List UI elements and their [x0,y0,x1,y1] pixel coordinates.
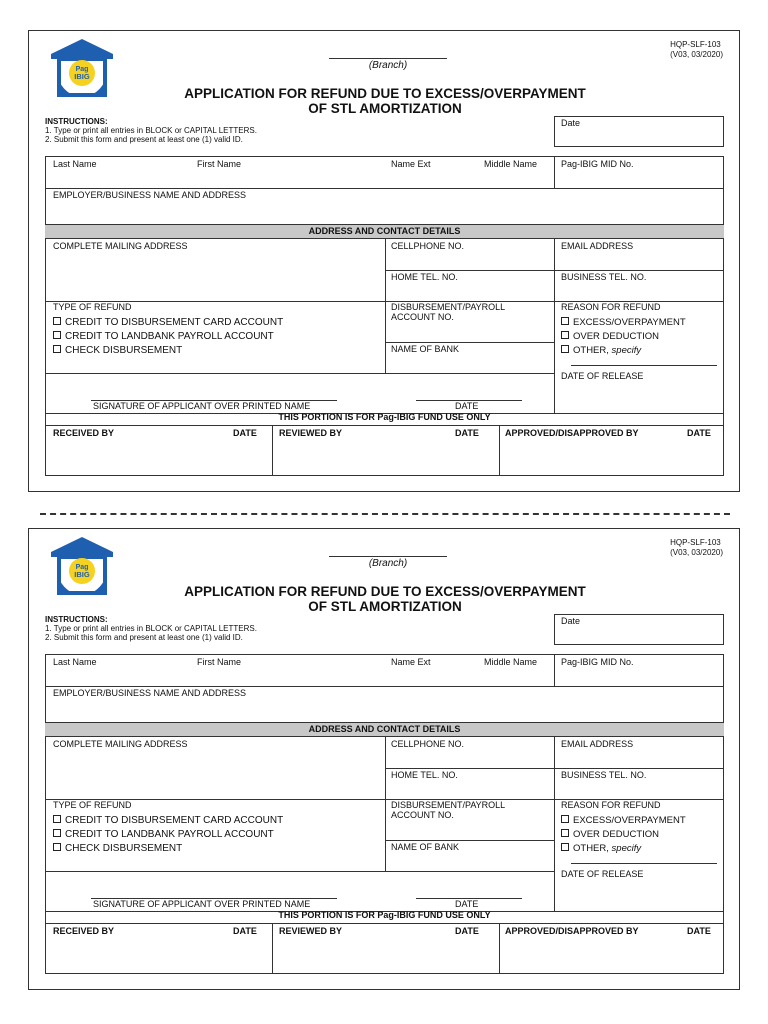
employer-label: EMPLOYER/BUSINESS NAME AND ADDRESS [53,688,247,698]
form-title: APPLICATION FOR REFUND DUE TO EXCESS/OVERPAYMENT OF STL AMORTIZATION [184,584,586,614]
checkbox[interactable] [53,331,61,339]
first-name-label: First Name [197,657,242,667]
reason-over-deduction[interactable]: OVER DEDUCTION [561,331,659,342]
form-copy-top [28,30,740,492]
checkbox[interactable] [53,317,61,325]
checkbox[interactable] [53,843,61,851]
signature-date-label: DATE [455,899,479,909]
type-of-refund-label: TYPE OF REFUND [53,302,132,312]
received-date-label: DATE [233,926,257,936]
date-of-release-label: DATE OF RELEASE [561,371,644,381]
date-field[interactable]: Date [554,614,724,645]
last-name-label: Last Name [53,159,97,169]
reason-for-refund-label: REASON FOR REFUND [561,302,661,312]
reviewed-by-label: REVIEWED BY [279,926,343,936]
address-section-header: ADDRESS AND CONTACT DETAILS [45,224,724,239]
approved-by-label: APPROVED/DISAPPROVED BY [505,926,639,936]
mid-no-label: Pag-IBIG MID No. [561,657,634,667]
name-ext-label: Name Ext [391,657,431,667]
form-code: HQP-SLF-103 (V03, 03/2020) [670,40,723,59]
checkbox[interactable] [561,843,569,851]
disbursement-account-label: DISBURSEMENT/PAYROLL ACCOUNT NO. [391,302,506,322]
reason-excess[interactable]: EXCESS/OVERPAYMENT [561,317,686,328]
business-tel-label: BUSINESS TEL. NO. [561,272,647,282]
name-ext-label: Name Ext [391,159,431,169]
branch-label: (Branch) [368,558,408,569]
checkbox[interactable] [53,829,61,837]
checkbox[interactable] [53,345,61,353]
approved-by-label: APPROVED/DISAPPROVED BY [505,428,639,438]
email-label: EMAIL ADDRESS [561,739,634,749]
reason-other[interactable]: OTHER, specify [561,345,641,356]
form-code: HQP-SLF-103 (V03, 03/2020) [670,538,723,557]
refund-option-check[interactable]: CHECK DISBURSEMENT [53,843,182,854]
refund-option-disbursement-card[interactable]: CREDIT TO DISBURSEMENT CARD ACCOUNT [53,317,283,328]
mailing-address-label: COMPLETE MAILING ADDRESS [53,739,188,749]
reviewed-date-label: DATE [455,926,479,936]
branch-label: (Branch) [368,60,408,71]
received-by-label: RECEIVED BY [53,926,115,936]
form-copy-bottom [28,528,740,990]
svg-text:IBIG: IBIG [74,72,90,81]
cellphone-label: CELLPHONE NO. [391,739,465,749]
approved-date-label: DATE [687,428,711,438]
checkbox[interactable] [561,317,569,325]
name-of-bank-label: NAME OF BANK [391,842,460,852]
signature-label: SIGNATURE OF APPLICANT OVER PRINTED NAME [93,401,311,411]
branch-line [329,556,447,557]
last-name-label: Last Name [53,657,97,667]
checkbox[interactable] [53,815,61,823]
checkbox[interactable] [561,829,569,837]
email-label: EMAIL ADDRESS [561,241,634,251]
refund-option-check[interactable]: CHECK DISBURSEMENT [53,345,182,356]
mid-no-label: Pag-IBIG MID No. [561,159,634,169]
reason-excess[interactable]: EXCESS/OVERPAYMENT [561,815,686,826]
received-date-label: DATE [233,428,257,438]
approved-date-label: DATE [687,926,711,936]
mailing-address-label: COMPLETE MAILING ADDRESS [53,241,188,251]
address-section-header: ADDRESS AND CONTACT DETAILS [45,722,724,737]
refund-option-landbank[interactable]: CREDIT TO LANDBANK PAYROLL ACCOUNT [53,331,274,342]
home-tel-label: HOME TEL. NO. [391,770,458,780]
disbursement-account-label: DISBURSEMENT/PAYROLL ACCOUNT NO. [391,800,506,820]
employer-label: EMPLOYER/BUSINESS NAME AND ADDRESS [53,190,247,200]
instructions: INSTRUCTIONS: 1. Type or print all entries in BLOCK or CAPITAL LETTERS. 2. Submit this form and present at least one (1) valid ID. [45,117,257,144]
middle-name-label: Middle Name [484,657,538,667]
home-tel-label: HOME TEL. NO. [391,272,458,282]
refund-option-disbursement-card[interactable]: CREDIT TO DISBURSEMENT CARD ACCOUNT [53,815,283,826]
reviewed-by-label: REVIEWED BY [279,428,343,438]
type-of-refund-label: TYPE OF REFUND [53,800,132,810]
svg-text:IBIG: IBIG [74,570,90,579]
cut-line [40,513,730,515]
middle-name-label: Middle Name [484,159,538,169]
signature-date-label: DATE [455,401,479,411]
received-by-label: RECEIVED BY [53,428,115,438]
date-field[interactable]: Date [554,116,724,147]
reason-other[interactable]: OTHER, specify [561,843,641,854]
branch-line [329,58,447,59]
checkbox[interactable] [561,815,569,823]
svg-text:Pag: Pag [75,66,89,73]
reason-over-deduction[interactable]: OVER DEDUCTION [561,829,659,840]
business-tel-label: BUSINESS TEL. NO. [561,770,647,780]
cellphone-label: CELLPHONE NO. [391,241,465,251]
checkbox[interactable] [561,345,569,353]
date-of-release-label: DATE OF RELEASE [561,869,644,879]
svg-text:Pag: Pag [75,564,89,571]
name-of-bank-label: NAME OF BANK [391,344,460,354]
signature-label: SIGNATURE OF APPLICANT OVER PRINTED NAME [93,899,311,909]
refund-option-landbank[interactable]: CREDIT TO LANDBANK PAYROLL ACCOUNT [53,829,274,840]
reviewed-date-label: DATE [455,428,479,438]
checkbox[interactable] [561,331,569,339]
instructions: INSTRUCTIONS: 1. Type or print all entries in BLOCK or CAPITAL LETTERS. 2. Submit this form and present at least one (1) valid ID. [45,615,257,642]
office-use-label: THIS PORTION IS FOR Pag-IBIG FUND USE ONLY [278,412,491,422]
first-name-label: First Name [197,159,242,169]
form-title: APPLICATION FOR REFUND DUE TO EXCESS/OVERPAYMENT OF STL AMORTIZATION [184,86,586,116]
office-use-label: THIS PORTION IS FOR Pag-IBIG FUND USE ONLY [278,910,491,920]
reason-for-refund-label: REASON FOR REFUND [561,800,661,810]
